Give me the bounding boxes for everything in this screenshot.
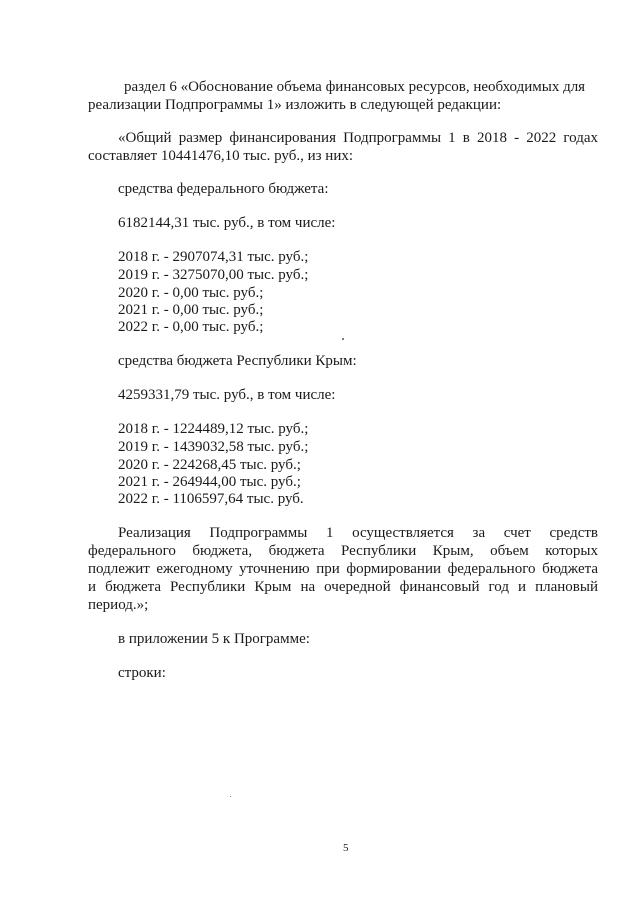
federal-year-2021: 2021 г. - 0,00 тыс. руб.; <box>118 302 264 318</box>
crimea-heading: средства бюджета Республики Крым: <box>118 353 357 369</box>
section-intro-line-2: реализации Подпрограммы 1» изложить в следующей редакции: <box>88 97 502 113</box>
federal-year-2022: 2022 г. - 0,00 тыс. руб.; <box>118 319 264 335</box>
crimea-year-2021: 2021 г. - 264944,00 тыс. руб.; <box>118 474 301 490</box>
federal-year-2020: 2020 г. - 0,00 тыс. руб.; <box>118 285 264 301</box>
stray-dot-mark-2 <box>230 796 231 797</box>
implementation-line-3: подлежит ежегодному уточнению при формировании федерального бюджета <box>88 561 598 577</box>
implementation-line-1: Реализация Подпрограммы 1 осуществляется за счет средств <box>118 525 598 541</box>
crimea-year-2019: 2019 г. - 1439032,58 тыс. руб.; <box>118 439 309 455</box>
stray-dot-mark <box>342 338 344 340</box>
appendix-line: в приложении 5 к Программе: <box>118 631 310 647</box>
federal-total: 6182144,31 тыс. руб., в том числе: <box>118 215 336 231</box>
crimea-year-2020: 2020 г. - 224268,45 тыс. руб.; <box>118 457 301 473</box>
crimea-total: 4259331,79 тыс. руб., в том числе: <box>118 387 336 403</box>
implementation-line-4: и бюджета Республики Крым на очередной финансовый год и плановый <box>88 579 598 595</box>
page-number: 5 <box>343 842 349 854</box>
implementation-line-5: период.»; <box>88 597 149 613</box>
federal-heading: средства федерального бюджета: <box>118 181 329 197</box>
crimea-year-2018: 2018 г. - 1224489,12 тыс. руб.; <box>118 421 309 437</box>
federal-year-2018: 2018 г. - 2907074,31 тыс. руб.; <box>118 249 309 265</box>
total-paragraph-line-2: составляет 10441476,10 тыс. руб., из них: <box>88 148 354 164</box>
federal-year-2019: 2019 г. - 3275070,00 тыс. руб.; <box>118 267 309 283</box>
total-paragraph-line-1: «Общий размер финансирования Подпрограммы 1 в 2018 - 2022 годах <box>118 130 598 146</box>
implementation-line-2: федерального бюджета, бюджета Республики Крым, объем которых <box>88 543 598 559</box>
rows-line: строки: <box>118 665 166 681</box>
crimea-year-2022: 2022 г. - 1106597,64 тыс. руб. <box>118 491 304 507</box>
section-intro-line-1: раздел 6 «Обоснование объема финансовых ресурсов, необходимых для <box>124 79 586 95</box>
